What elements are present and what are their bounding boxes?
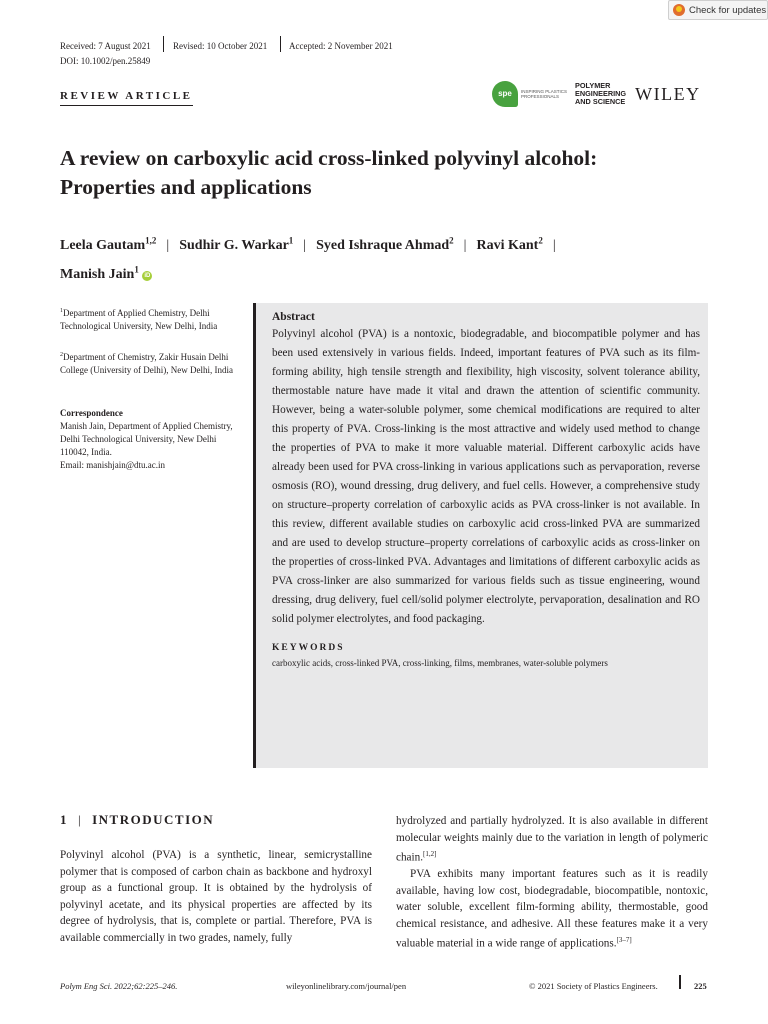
page-number: 225 xyxy=(694,981,707,991)
check-for-updates-label: Check for updates xyxy=(689,4,767,16)
footer-citation: Polym Eng Sci. 2022;62:225–246. xyxy=(60,981,178,991)
intro-left-column xyxy=(60,847,372,946)
affiliation: $^2$Department of Chemistry, Zakir Husain Delhi College (University of Delhi), New Delhi, India xyxy=(60,352,233,375)
wiley-logo: WILEY xyxy=(635,83,701,104)
correspondence-block xyxy=(60,407,240,472)
keywords-heading: KEYWORDS xyxy=(272,643,345,653)
correspondence-email[interactable]: Email: manishjain@dtu.ac.in xyxy=(60,460,166,470)
author-name[interactable]: Ravi Kant$^2$ xyxy=(476,235,543,253)
orcid-icon[interactable]: iD xyxy=(144,273,151,280)
article-title xyxy=(60,144,720,202)
correspondence-heading: Correspondence xyxy=(60,408,123,418)
author-name[interactable]: Syed Ishraque Ahmad$^2$ xyxy=(316,235,454,253)
spe-tagline: INSPIRING PLASTICS PROFESSIONALS xyxy=(521,88,568,99)
check-for-updates-button[interactable] xyxy=(668,0,768,20)
abstract-heading: Abstract xyxy=(272,311,315,323)
header-divider xyxy=(163,36,164,52)
footer-url[interactable]: wileyonlinelibrary.com/journal/pen xyxy=(286,981,407,991)
journal-logo xyxy=(575,82,626,106)
paragraph: Polyvinyl alcohol (PVA) is a synthetic, linear, semicrystalline polymer that is composed of carbon chain as backbone and hydroxyl group as a functional group. It is obtained by the hydrolysis of polyvinyl acetate, and its physical properties are affected by its degree of hydrolysis, that is, complete or partial. Therefore, PVA is available commercially in two grades, namely, fully xyxy=(60,849,372,944)
affiliation: $^1$Department of Applied Chemistry, Delhi Technological University, New Delhi, India xyxy=(60,308,218,331)
journal-logo-line: POLYMER xyxy=(575,81,611,90)
article-title-line: Properties and applications xyxy=(60,175,312,199)
crossmark-icon xyxy=(673,4,685,16)
citation-ref[interactable]: [1,2] xyxy=(423,850,437,858)
article-type-label: REVIEW ARTICLE xyxy=(60,90,193,106)
received-date: Received: 7 August 2021 xyxy=(60,41,151,51)
paragraph: PVA exhibits many important features such as it is readily available, having low cost, biodegradable, biocompatible, nontoxic, water soluble, excellent film-forming ability, thermostable, good chemical resistance, and adhesive. All these features make it a very valuable material in a wide range of applications.[3–7] xyxy=(396,868,708,950)
accepted-date: Accepted: 2 November 2021 xyxy=(289,41,393,51)
publisher-logos xyxy=(492,77,701,111)
footer-divider xyxy=(679,975,681,989)
citation-ref[interactable]: [3–7] xyxy=(616,936,632,945)
revised-date: Revised: 10 October 2021 xyxy=(173,41,268,51)
footer-copyright: © 2021 Society of Plastics Engineers. xyxy=(529,981,658,991)
correspondence-text: Manish Jain, Department of Applied Chemistry, Delhi Technological University, New Delhi 110042, India. xyxy=(60,421,233,457)
journal-logo-line: AND SCIENCE xyxy=(575,97,626,106)
spe-logo: spe xyxy=(492,81,518,107)
abstract-text: Polyvinyl alcohol (PVA) is a nontoxic, biodegradable, and biocompatible polymer and has been used extensively in various fields. Indeed, important features of PVA such as its film-forming ability, high tensile strength and flexibility, high viscosity, solvent tolerance ability, thermostable nature have made it vital and drawn the attention of scientific community. However, being a water-soluble polymer, some chemical modifications are required to alter this property of PVA. Cross-linking is the most attractive and widely used method to change the properties of PVA to make it more valuable material. Different carboxylic acids have already been used for PVA cross-linking in various applications such as pervaporation, reverse osmosis (RO), wound dressing, drug delivery, and fuel cells. However, a comprehensive study on structure–property correlation of carboxylic acids as PVA cross-linker is not available. In this review, different available studies on carboxylic acid cross-linked PVA are summarized and are used to develop structure–property correlations of carboxylic acids as cross-linker on the properties of cross-linked PVA. Advantages and limitations of different carboxylic acids as PVA cross-linker are also summarized for various fields such as tissue engineering, wound dressing, drug delivery, fuel cell/solid polymer electrolyte, pervaporation, desalination and RO solid polymer electrolytes, and food packaging. xyxy=(272,328,700,625)
section-heading: 1 | INTRODUCTION xyxy=(60,812,215,827)
section-title: INTRODUCTION xyxy=(92,812,215,827)
intro-right-column xyxy=(396,813,708,952)
section-number: 1 xyxy=(60,812,68,827)
abstract-box xyxy=(253,303,708,768)
author-list: Leela Gautam$^{1,2}$ | Sudhir G. Warkar$^1$ | Syed Ishraque Ahmad$^2$ | Ravi Kant$^2$ | Manish Jain$^1$ iD xyxy=(60,235,556,283)
doi-link[interactable]: DOI: 10.1002/pen.25849 xyxy=(60,56,151,66)
keywords-text: carboxylic acids, cross-linked PVA, cross-linking, films, membranes, water-soluble polymers xyxy=(272,658,608,668)
author-name[interactable]: Sudhir G. Warkar$^1$ xyxy=(179,235,294,253)
journal-logo-line: ENGINEERING xyxy=(575,89,627,98)
author-name[interactable]: Leela Gautam$^{1,2}$ xyxy=(60,235,157,253)
article-title-line: A review on carboxylic acid cross-linked polyvinyl alcohol: xyxy=(60,146,598,170)
author-name[interactable]: Manish Jain$^1$ xyxy=(60,264,139,283)
header-divider xyxy=(280,36,281,52)
paragraph: hydrolyzed and partially hydrolyzed. It is also available in different molecular weights mainly due to the variation in length of polymeric chain.[1,2] xyxy=(396,815,708,864)
